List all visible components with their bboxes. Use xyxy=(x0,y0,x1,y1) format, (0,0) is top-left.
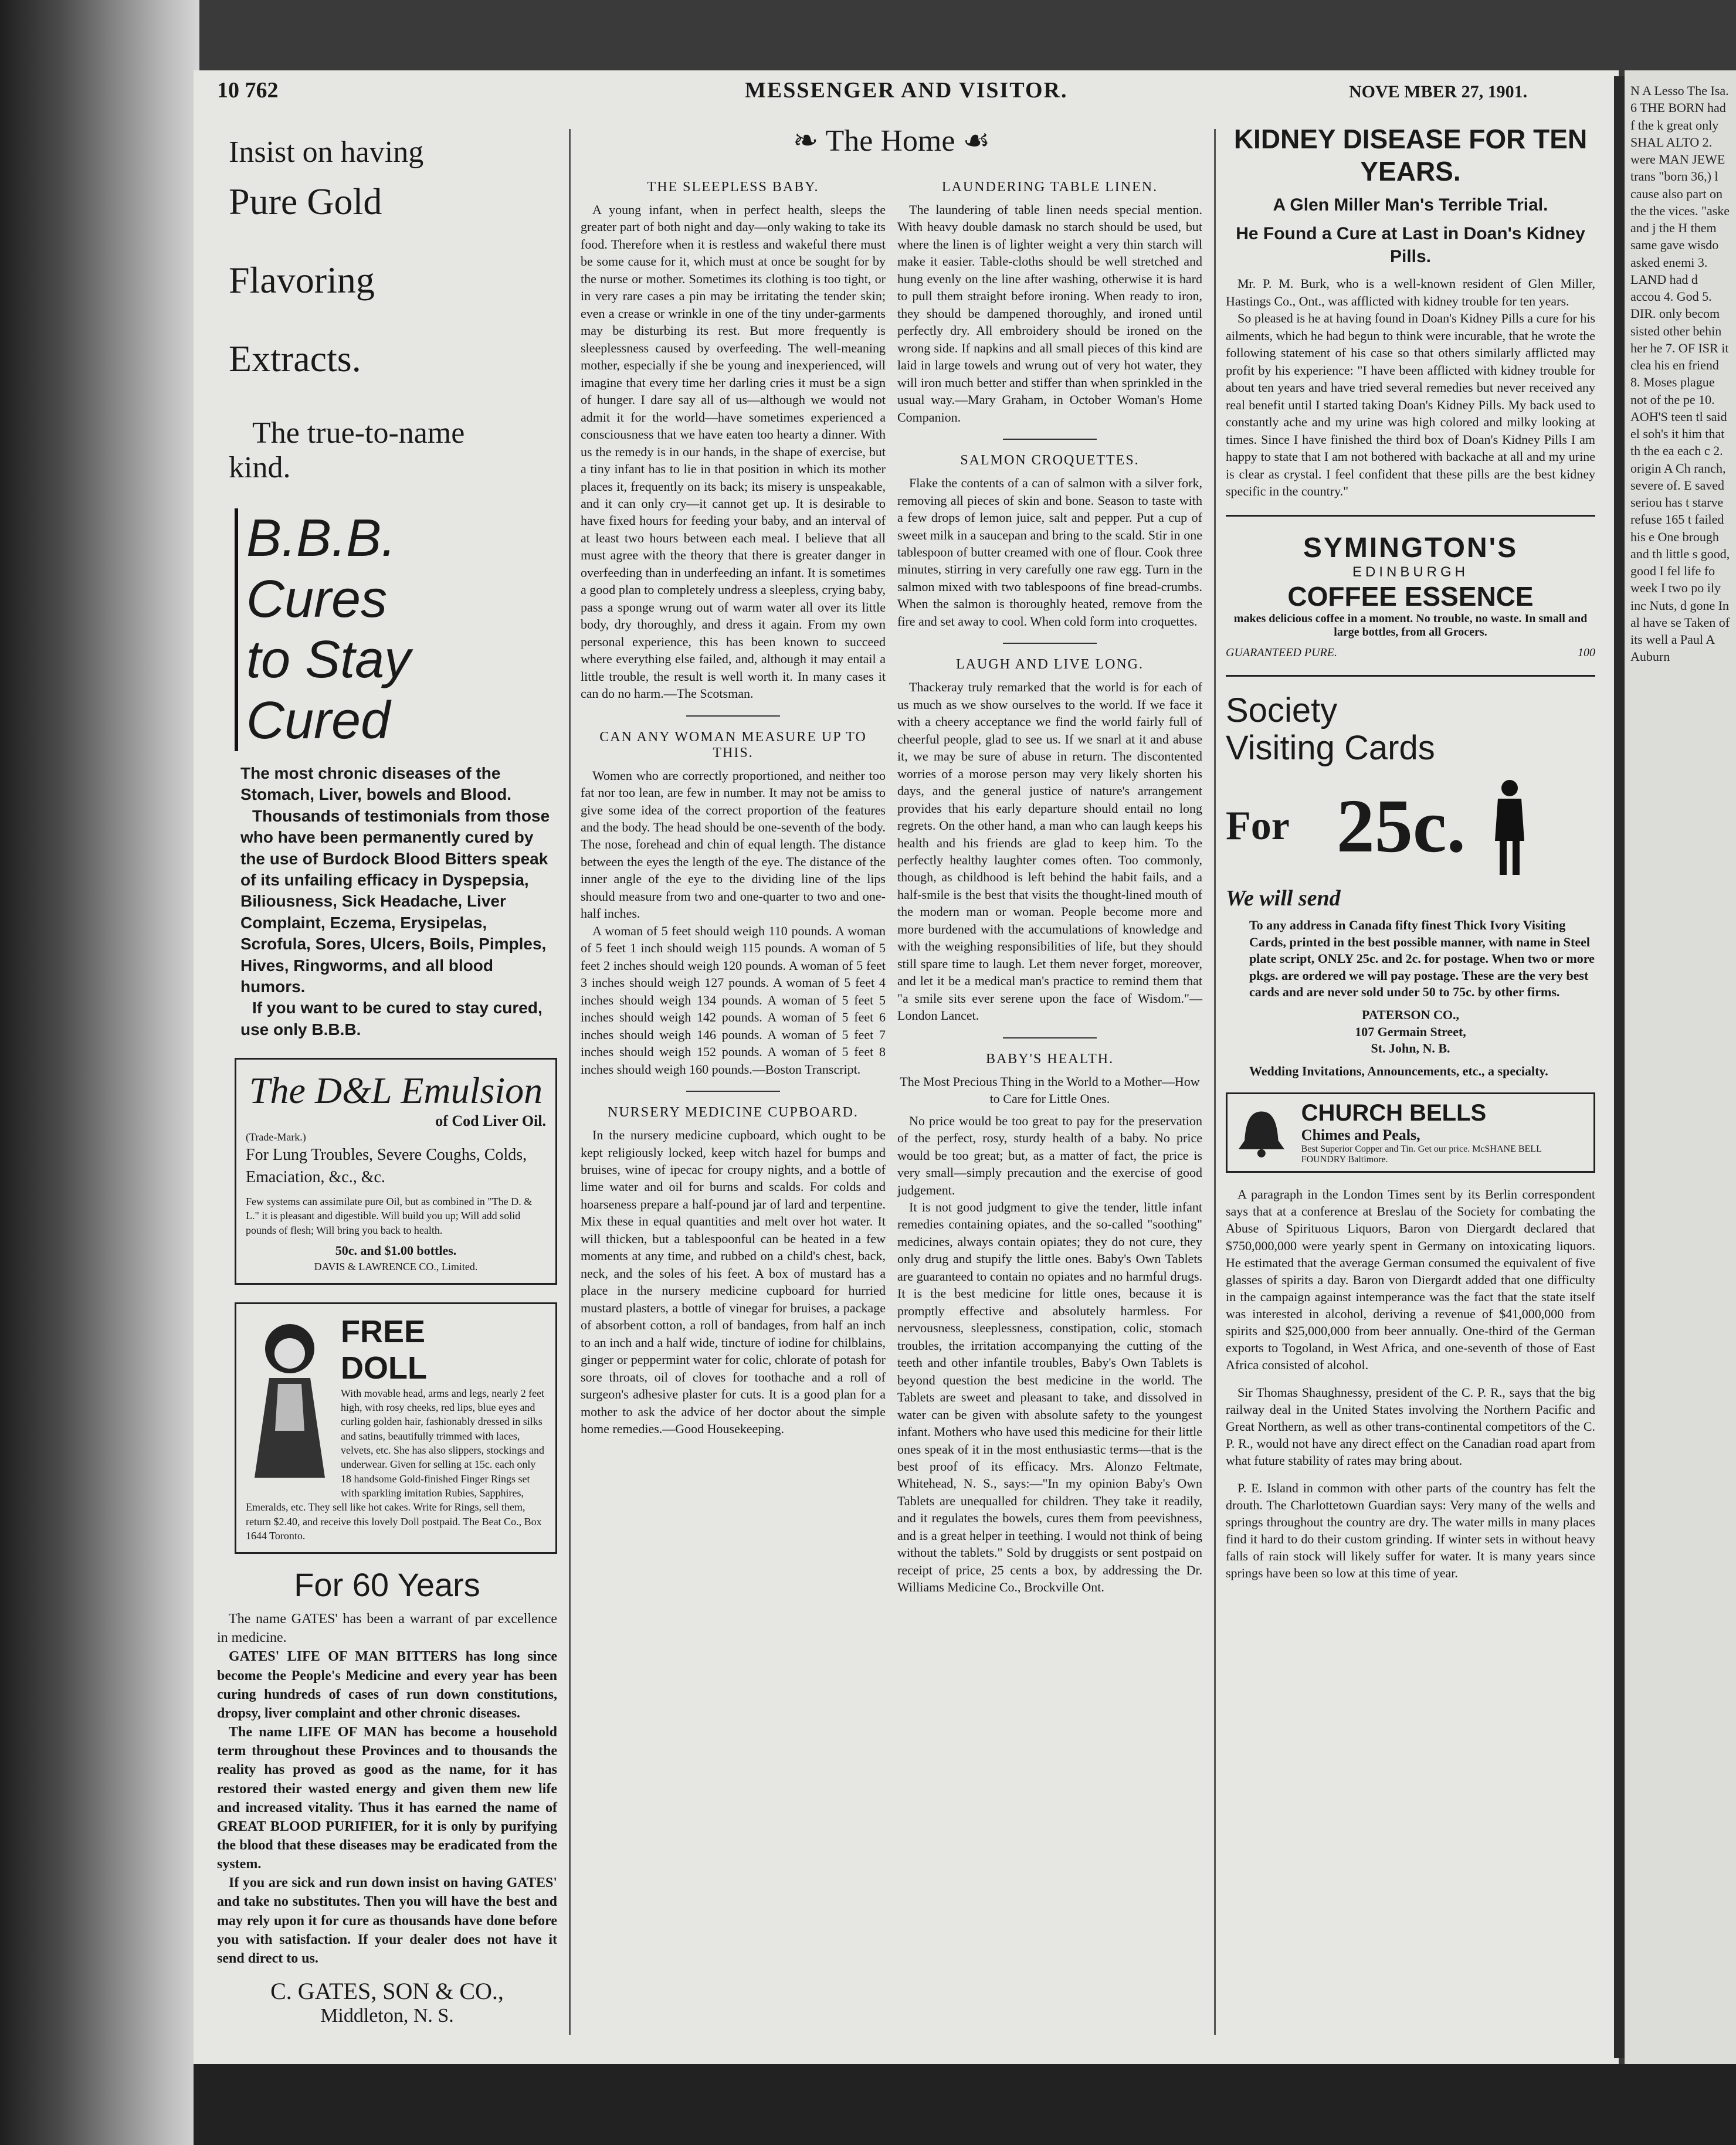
article-body: It is not good judgment to give the tender, little infant remedies containing opiates, and the so-called "soothing" medicines, always contain opiates; they do not cure, they only drug and stupify the little ones. Baby's Own Tablets are guaranteed to contain no opiates and no harmful drugs. It is the best medicine for little ones, because it is promptly effective and absolutely harmless. For nervousness, sleeplessness, constipation, colic, stomach troubles, the irritation accompanying the cutting of the teeth and other infantile troubles, Baby's Own Tablets is beyond question the best medicine in the world. The Tablets are sweet and pleasant to take, and dissolved in water can be given with absolute safety to the youngest infant. Mothers who have used this medicine for their little ones speak of it in the most enthusiastic terms—that is the best proof of its efficacy. Mrs. Alonzo Feltmate, Whitehead, N. S., says:—"In my opinion Baby's Own Tablets are unequalled for children. They take it readily, and it regulates the bowels, cures them from peevishness, and is a great helper in teething. I would not think of being without the tablets." Sold by druggists or sent postpaid on receipt of price, 25 cents a box, by addressing the Dr. Williams Medicine Co., Brockville Ont. xyxy=(897,1199,1202,1595)
church-bells-ad xyxy=(1226,1092,1595,1173)
we-will-send: We will send xyxy=(1226,886,1341,911)
flavoring-ad-headline: Pure Gold xyxy=(229,181,382,222)
bbb-ad-text: The most chronic diseases of the Stomach, Liver, bowels and Blood. xyxy=(240,764,512,804)
article-heading: LAUGH AND LIVE LONG. xyxy=(956,657,1144,673)
flavoring-ad-headline: Extracts. xyxy=(229,338,361,379)
newspaper-page xyxy=(194,70,1619,2064)
article-body: No price would be too great to pay for the preservation of the perfect, rosy, sturdy health of a baby. No price would be too great; but, as a matter of fact, the price is very small—simply precaution and the exercise of good judgement. xyxy=(897,1113,1202,1197)
bbb-line: Cured xyxy=(246,691,391,750)
news-item: A paragraph in the London Times sent by its Berlin correspondent says that at a conference at Breslau of the Society for combating the Abuse of Spirituous Liquors, Baron von Diergardt declared that $750,000,000 were yearly spent in Germany on intoxicating liquors. He estimated that the average German consumed the equivalent of five glasses of spirits a day. Baron von Diergardt added that one difficulty in the campaign against intemperance was the fact that the state itself was interested in alcohol, deriving a revenue of $41,000,000 from spirits and $25,000,000 from beer annually. One-third of the German exports to Togoland, in West Africa, and one-seventh of those of East Africa consisted of alcohol. xyxy=(1226,1187,1595,1372)
section-title-text: The Home xyxy=(825,124,955,158)
article-body: Women who are correctly proportioned, and neither too fat nor too lean, are few in number. It may not be amiss to give some idea of the correct proportion of the features and the body. The head should be one-seventh of the body. The nose, forehead and chin of equal length. The distance between the eyes the length of the eye. The distance of the inner angle of the eye to the dividing line of the lips should measure from two and one-quarter to two and one-half inches. xyxy=(581,768,886,921)
symingtons-footer xyxy=(1226,646,1595,660)
emulsion-ad xyxy=(235,1058,557,1285)
gentleman-icon xyxy=(1489,776,1530,876)
divider xyxy=(1003,1037,1097,1038)
firm-name: PATERSON CO., xyxy=(1361,1007,1460,1023)
guarantee-label: GUARANTEED PURE. xyxy=(1226,646,1337,660)
divider xyxy=(686,1091,780,1092)
bbb-line: B.B.B. xyxy=(246,509,396,568)
emulsion-trademark: (Trade-Mark.) xyxy=(246,1131,306,1143)
divider xyxy=(1226,675,1595,677)
doll-ad-text: With movable head, arms and legs, nearly 2 feet high, with rosy cheeks, red lips, blue eyes and curling golden hair, fashionably dressed in silks and satins, beautifully trimmed with laces, velvets, etc. She has also slippers, stockings and underwear. Given for selling at 15c. each only 18 handsome Gold-finished Finger Rings set with sparkling imitation Rubies, Sapphires, Emeralds, etc. They sell like hot cakes. Write for Rings, sell them, return $2.40, and receive this lovely Doll postpaid. The Beat Co., Box 1644 Toronto. xyxy=(246,1387,545,1542)
ornament-icon: ☙ xyxy=(962,124,991,158)
news-item: P. E. Island in common with other parts of the country has felt the drouth. The Charlottetown Guardian says: Very many of the wells and springs throughout the country are dry. The water mills in many places find it hard to do their custom grinding. If winter sets in without heavy falls of rain stock will likely suffer for water. It is many years since springs have been so low at this time of year. xyxy=(1226,1480,1595,1581)
column-rule xyxy=(569,129,571,2035)
home-column-left xyxy=(581,170,886,1437)
divider xyxy=(1003,439,1097,440)
bbb-ad-text: Thousands of testimonials from those who have been permanently cured by the use of Burdock Blood Bitters speak of its unfailing efficacy in Dyspepsia, Biliousness, Sick Headache, Liver Complaint, Eczema, Erysipelas, Scrofula, Sores, Ulcers, Boils, Pimples, Hives, Ringworms, and all blood humors. xyxy=(240,806,550,996)
article-heading: BABY'S HEALTH. xyxy=(985,1051,1114,1067)
wedding-note: Wedding Invitations, Announcements, etc., a specialty. xyxy=(1249,1063,1548,1078)
home-column-right xyxy=(897,170,1202,1596)
ad-number: 100 xyxy=(1578,646,1595,660)
visiting-cards-text: To any address in Canada fifty finest Thick Ivory Visiting Cards, printed in the best possible manner, with name in Steel plate script, ONLY 25c. and 2c. for postage. When two or more pkgs. are ordered we will pay postage. These are the very best cards and are never sold under 50 to 75c. by other firms. xyxy=(1249,918,1595,1000)
gates-ad-headline: For 60 Years xyxy=(294,1566,480,1604)
bells-headline: CHURCH BELLS xyxy=(1301,1100,1487,1126)
doll-label: DOLL xyxy=(341,1350,427,1386)
divider xyxy=(1003,643,1097,644)
visiting-cards-ad xyxy=(1226,692,1595,1080)
visiting-cards-headline: Society xyxy=(1226,691,1338,730)
gates-signature: C. GATES, SON & CO., xyxy=(270,1978,504,2005)
free-doll-ad xyxy=(235,1302,557,1554)
article-heading: THE SLEEPLESS BABY. xyxy=(647,179,819,195)
bells-subheading: Chimes and Peals, xyxy=(1301,1126,1420,1144)
flavoring-ad-line: Insist on having xyxy=(229,135,424,169)
bbb-line: Cures xyxy=(246,569,388,629)
flavoring-ad-line: kind. xyxy=(229,451,291,484)
article-heading: LAUNDERING TABLE LINEN. xyxy=(941,179,1158,195)
ornament-icon: ❧ xyxy=(792,124,826,158)
kidney-ad-subheading: A Glen Miller Man's Terrible Trial. xyxy=(1273,195,1548,215)
bell-icon xyxy=(1233,1104,1290,1162)
price-label: 25c. xyxy=(1336,784,1466,869)
flavoring-ad-headline: Flavoring xyxy=(229,259,375,301)
section-title xyxy=(581,123,1202,158)
firm-street: 107 Germain Street, xyxy=(1355,1024,1466,1039)
bbb-ad-headline xyxy=(235,508,557,751)
symingtons-ad xyxy=(1226,532,1595,660)
kidney-ad-text: So pleased is he at having found in Doan's Kidney Pills a cure for his ailments, which he had begun to think were incurable, that he wrote the following statement of his case so that others similarly afflicted may profit by his experience: "I have been afflicted with kidney trouble for about ten years and have tried several remedies but never received any real benefit until I started taking Doan's Kidney Pills. My back used to constantly ache and my urine was high colored and milky looking at times. Since I have finished the third box of Doan's Kidney Pills I am happy to state that I am not bothered with backache at all and my urine is clear as crystal. I feel confident that these pills are the best kidney specific in the country." xyxy=(1226,311,1595,498)
article-subheading: The Most Precious Thing in the World to a Mother—How to Care for Little Ones. xyxy=(900,1074,1200,1107)
article-heading: CAN ANY WOMAN MEASURE UP TO THIS. xyxy=(599,729,867,761)
article-heading: SALMON CROQUETTES. xyxy=(960,453,1140,469)
emulsion-uses: For Lung Troubles, Severe Coughs, Colds, Emaciation, &c., &c. xyxy=(246,1146,527,1187)
emulsion-price: 50c. and $1.00 bottles. xyxy=(335,1243,457,1258)
article-body: The laundering of table linen needs special mention. With heavy double damask no starch should be used, but where the linen is of lighter weight a very thin starch will make it easier. Table-cloths should be well stretched and hung evenly on the line after washing, otherwise it is hard to pull them straight before ironing. When ready to iron, they should be dampened thoroughly, and ironed until perfectly dry. All embroidery should be ironed on the wrong side. If napkins and all small pieces of this kind are laid in large towels and wrung out of very hot water, they will iron much better and stiffer than when sprinkled in the usual way.—Mary Graham, in October Woman's Home Companion. xyxy=(897,202,1202,425)
emulsion-subtitle: of Cod Liver Oil. xyxy=(435,1112,546,1130)
symingtons-product: COFFEE ESSENCE xyxy=(1287,581,1534,612)
gates-ad-text: The name LIFE OF MAN has become a household term throughout these Provinces and to thousands the reality has proved as good as the name, for it has restored their wasted energy and given them new life and increased vitality. Thus it has earned the name of GREAT BLOOD PURIFIER, for it is only by purifying the blood that these diseases may be eradicated from the system. xyxy=(217,1725,557,1872)
flavoring-ad-line: The true-to-name xyxy=(252,416,465,450)
gates-ad-text: If you are sick and run down insist on having GATES' and take no substitutes. Then you will have the best and may rely upon it for cure as thousands have done before you with satisfaction. If your dealer does not have it send direct to us. xyxy=(217,1875,557,1966)
emulsion-body: Few systems can assimilate pure Oil, but as combined in "The D. & L." it is pleasant and digestible. Will build you up; Will add solid pounds of flesh; Will bring you back to health. xyxy=(246,1195,533,1236)
emulsion-title: The D&L Emulsion xyxy=(249,1070,543,1112)
page-number: 10 762 xyxy=(217,78,279,103)
bells-text: Best Superior Copper and Tin. Get our price. McSHANE BELL FOUNDRY Baltimore. xyxy=(1301,1144,1542,1165)
emulsion-maker: DAVIS & LAWRENCE CO., Limited. xyxy=(314,1260,478,1272)
article-body: A young infant, when in perfect health, sleeps the greater part of both night and day—only waking to take its food. Therefore when it is restless and wakeful there must be some cause for it, which must at once be sought for by the nurse or mother. Sometimes its clothing is too tight, or in very rare cases a pin may be irritating the tender skin; even a crease or wrinkle in one of the tiny under-garments may be disturbing its rest. But more frequently is sleeplessness caused by overfeeding. The well-meaning mother, especially if she be young and inexperienced, will imagine that every time her darling cries it must be a sign of hunger. I dare say all of us—although we would not admit it for the world—have sometimes experienced a consciousness that we have eaten too hearty a dinner. With us the remedy is in our hands, in the shape of exercise, but a tiny infant has to lie in that position in which its mother places it, frequently on its back; its misery is unspeakable, and it can only cry—it cannot get up. It is desirable to have fixed hours for feeding your baby, and an interval of at least two hours between each meal. I believe that all must agree with the theory that there is greater danger in overfeeding than in underfeeding an infant. It is sometimes a good plan to completely undress a sleepless, crying baby, pass a sponge wrung out of warm water all over its little body, dry thoroughly, and dress it again. From my own personal experience, this has been known to succeed where everything else failed, and, although it may entail a little trouble, the result is well worth it. In many cases it can do no harm.—The Scotsman. xyxy=(581,202,886,701)
article-body: A woman of 5 feet should weigh 110 pounds. A woman of 5 feet 1 inch should weigh 115 pounds. A woman of 5 feet 2 inches should weigh 120 pounds. A woman of 5 feet 3 inches should weigh 127 pounds. A woman of 5 feet 4 inches should weigh 134 pounds. A woman of 5 feet 5 inches should weigh 142 pounds. A woman of 5 feet 6 inches should weigh 146 pounds. A woman of 5 feet 7 inches should weigh 152 pounds. A woman of 5 feet 8 inches should weigh 160 pounds.—Boston Transcript. xyxy=(581,923,886,1077)
article-body: In the nursery medicine cupboard, which ought to be kept religiously locked, keep witch hazel for bumps and bruises, wine of ipecac for croupy nights, and a bottle of lime water and oil for burns and scalds. For colds and hoarseness prepare a half-pound jar of lard and terpentine. Mix these in equal quantities and melt over hot water. It will thicken, but a tablespoonful can be heated in a few moments at any time, and rubbed on a child's chest, back, neck, and the soles of his feet. A box of mustard has a place in the nursery medicine cupboard for hurried mustard plasters, a bottle of vinegar for bruises, a package of absorbent cotton, a roll of bandages, from half an inch to an inch and a half wide, tincture of iodine for chilblains, ginger or peppermint water for colic, chlorate of potash for sore throats, oil of cloves for toothache and a roll of surgeon's adhesive plaster for cuts. It is a good plan for a mother to ask the advice of her doctor about the simple home remedies.—Good Housekeeping. xyxy=(581,1128,886,1436)
article-heading: NURSERY MEDICINE CUPBOARD. xyxy=(608,1105,859,1121)
news-item: Sir Thomas Shaughnessy, president of the C. P. R., says that the big railway deal in the United States involving the Northern Pacific and Great Northern, as well as other trans-continental competitors of the C. P. R., would not have any direct effect on the Canadian road apart from what future stability of rates may bring about. xyxy=(1226,1384,1595,1468)
firm-city: St. John, N. B. xyxy=(1371,1041,1450,1056)
article-body: Flake the contents of a can of salmon with a silver fork, removing all pieces of skin and bone. Season to taste with a few drops of lemon juice, salt and pepper. Put a cup of sweet milk in a saucepan and bring to the scald. Stir in one tablespoon of butter creamed with one of flour. Cook three minutes, stirring in very carefully one raw egg. Turn in the salmon mixed with two tablespoons of fine bread-crumbs. When the salmon is thoroughly heated, remove from the fire and set away to cool. When cold form into croquettes. xyxy=(897,476,1202,629)
for-label: For xyxy=(1226,803,1290,849)
masthead-title: MESSENGER AND VISITOR. xyxy=(745,78,1068,103)
price-row xyxy=(1226,776,1595,876)
issue-date: NOVE MBER 27, 1901. xyxy=(1349,82,1528,101)
scan-background xyxy=(194,2064,1736,2145)
doll-illustration xyxy=(246,1314,334,1489)
symingtons-text: makes delicious coffee in a moment. No trouble, no waste. In small and large bottles, from all Grocers. xyxy=(1233,612,1588,639)
column-rule xyxy=(1214,129,1216,2035)
symingtons-brand: SYMINGTON'S xyxy=(1303,532,1518,564)
kidney-ad-subheading: He Found a Cure at Last in Doan's Kidney Pills. xyxy=(1236,224,1585,267)
news-column xyxy=(1226,123,1595,1581)
kidney-ad-headline: KIDNEY DISEASE FOR TEN YEARS. xyxy=(1233,124,1588,187)
kidney-ad-text: Mr. P. M. Burk, who is a well-known resident of Glen Miller, Hastings Co., Ont., was afflicted with kidney trouble for ten years. xyxy=(1226,276,1595,308)
divider xyxy=(1226,515,1595,517)
gates-ad-text: The name GATES' has been a warrant of par excellence in medicine. xyxy=(217,1611,557,1646)
bbb-ad-text: If you want to be cured to stay cured, use only B.B.B. xyxy=(240,999,542,1038)
divider xyxy=(686,715,780,717)
free-label: FREE xyxy=(341,1314,426,1349)
adjacent-page-text: N A Lesso The Isa. 6 THE BORN had f the k great only SHAL ALTO 2. were MAN JEWE trans "born 36,) l cause also part on the the vices. "aske and j the H them same gave wisdo asked enemi 3. LAND had d accou 4. God 5. DIR. only becom sisted other behin her he 7. OF ISR it clea his en friend 8. Moses plague not of the pe 10. AOH'S teen tl said el soh's it him that th the ea each c 2. origin A Ch ranch, severe of. E saved seriou has t starve refuse 165 t failed his e One brough and th little s good, good I fel life fo week I two po ily inc Nuts, d gone In al have se Taken of its well a Paul A Auburn xyxy=(1630,83,1730,664)
visiting-cards-headline: Visiting Cards xyxy=(1226,729,1435,768)
page-header xyxy=(217,77,1595,113)
book-binding xyxy=(0,0,199,2145)
article-body: Thackeray truly remarked that the world is for each of us much as we show ourselves to the world. If we face it with a cheery acceptance we find the world fairly full of cheerful people, glad to see us. If we snarl at it and abuse it, we may be sure of abuse in return. The discontented worries of a morose person may very likely shorten his days, and the general justice of nature's arrangement provides that his early departure should entail no long regrets. On the other hand, a man who can laugh keeps his health and his friends are glad to keep him. To the perfectly healthy laughter comes often. Too commonly, though, as childhood is left behind the habit fails, and a half-smile is the best that visits the thought-lined mouth of the modern man or woman. People become more and more burdened with the accumulations of knowledge and with the weighing responsibilities of life, but they should still spare time to laugh. Let them never forget, moreover, and let it be a medical man's practice to remind them that "a smile sits ever serene upon the face of Wisdom."—London Lancet. xyxy=(897,680,1202,1023)
symingtons-city: EDINBURGH xyxy=(1352,564,1469,581)
bbb-line: to Stay xyxy=(246,630,411,689)
gates-location: Middleton, N. S. xyxy=(320,2005,454,2027)
advertising-column xyxy=(217,123,557,2027)
gates-ad-text: GATES' LIFE OF MAN BITTERS has long since become the People's Medicine and every year has been curing hundreds of cases of run down constitutions, dropsy, liver complaint and other chronic diseases. xyxy=(217,1649,557,1721)
